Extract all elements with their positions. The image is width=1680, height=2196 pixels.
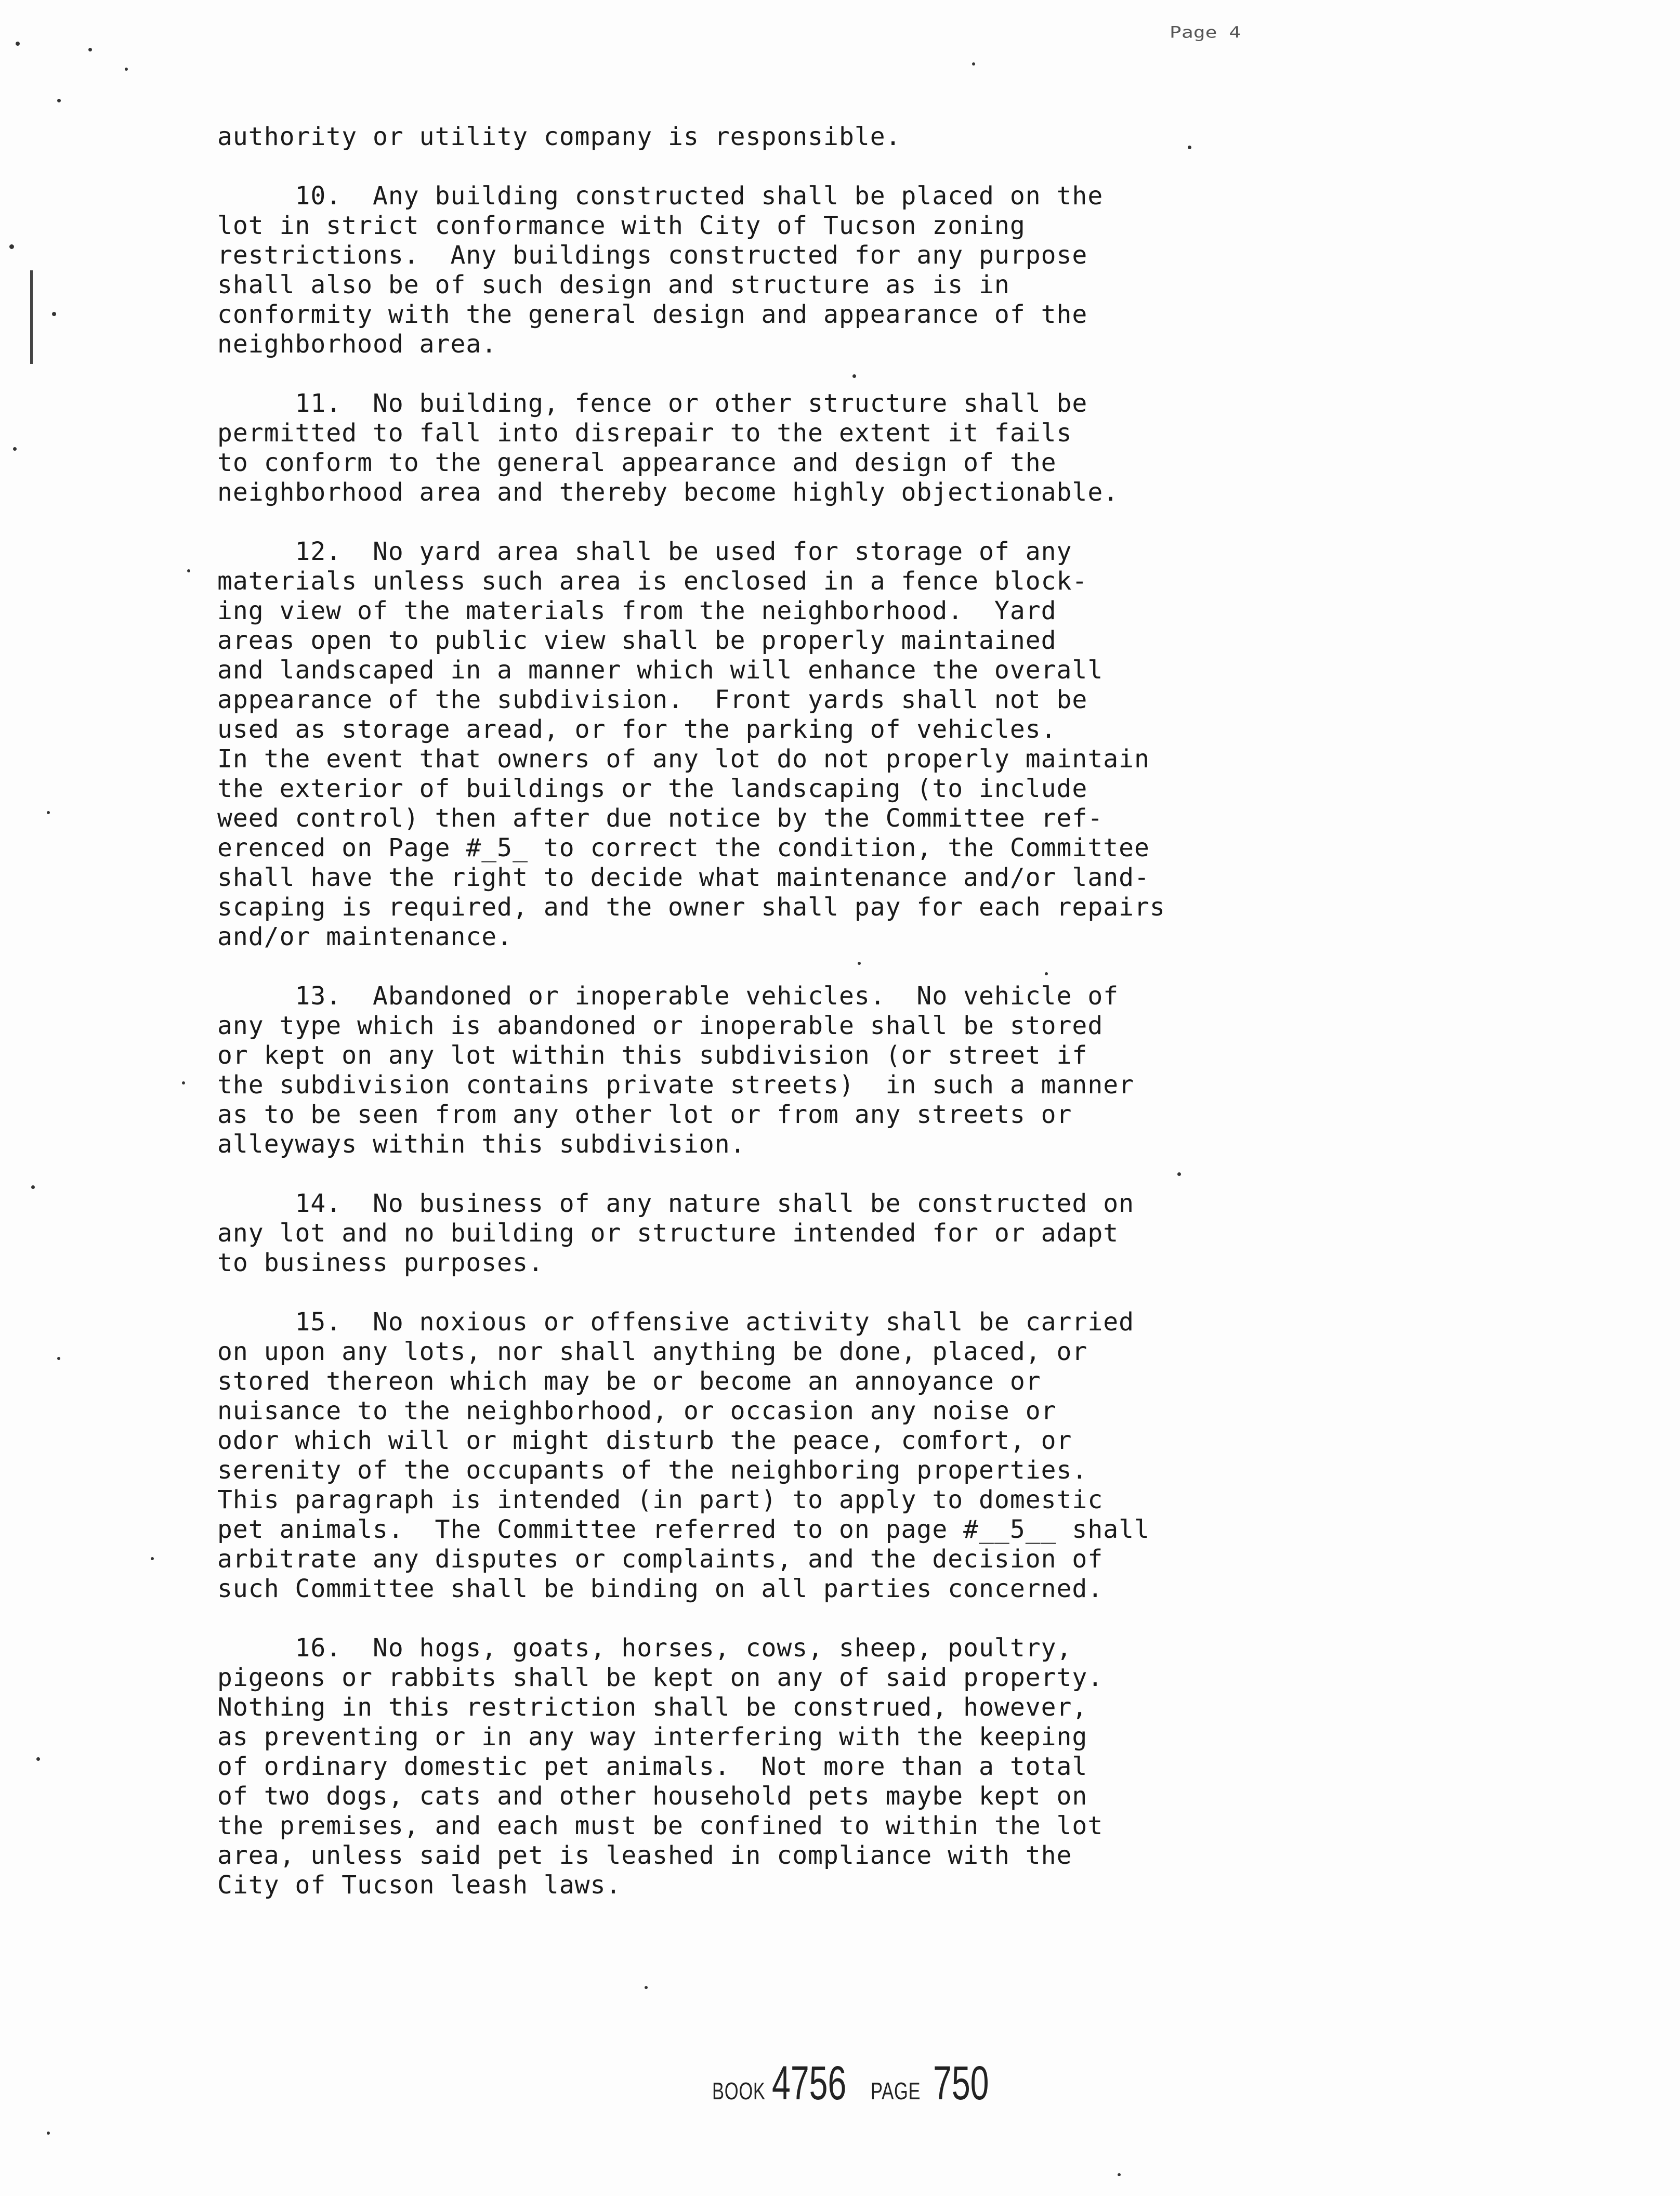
text-line: areas open to public view shall be properly maintained bbox=[217, 626, 1057, 655]
text-line: arbitrate any disputes or complaints, and the decision of bbox=[217, 1545, 1104, 1574]
recording-stamp bbox=[712, 2056, 1016, 2111]
paragraph-continuation bbox=[217, 122, 1272, 152]
text-line: authority or utility company is responsible. bbox=[217, 122, 901, 151]
scan-speck bbox=[31, 1185, 35, 1189]
text-line: as preventing or in any way interfering with the keeping bbox=[217, 1722, 1088, 1751]
text-line: City of Tucson leash laws. bbox=[217, 1871, 622, 1900]
text-line: 10. Any building constructed shall be placed on the bbox=[217, 181, 1104, 211]
scan-speck bbox=[47, 2132, 50, 2135]
text-line: 11. No building, fence or other structure shall be bbox=[217, 389, 1088, 418]
scan-speck bbox=[52, 312, 56, 316]
scan-speck bbox=[972, 62, 975, 66]
text-line: This paragraph is intended (in part) to apply to domestic bbox=[217, 1485, 1104, 1514]
text-line: pet animals. The Committee referred to on page #__5__ shall bbox=[217, 1515, 1150, 1544]
scan-speck bbox=[9, 244, 14, 249]
scan-speck bbox=[36, 1757, 40, 1761]
text-line: shall have the right to decide what maintenance and/or land- bbox=[217, 863, 1150, 892]
text-line: erenced on Page #_5_ to correct the condition, the Committee bbox=[217, 833, 1150, 862]
book-number: 4756 bbox=[772, 2057, 847, 2110]
text-line: scaping is required, and the owner shall pay for each repairs bbox=[217, 893, 1165, 922]
text-line: 12. No yard area shall be used for storage of any bbox=[217, 537, 1072, 566]
text-line: materials unless such area is enclosed in a fence block- bbox=[217, 567, 1088, 596]
text-line: alleyways within this subdivision. bbox=[217, 1130, 746, 1159]
scan-speck bbox=[187, 569, 190, 572]
scan-speck bbox=[88, 48, 92, 51]
text-line: or kept on any lot within this subdivision (or street if bbox=[217, 1041, 1088, 1070]
text-line: stored thereon which may be or become an annoyance or bbox=[217, 1367, 1041, 1396]
page-number: 750 bbox=[933, 2057, 989, 2110]
text-line: In the event that owners of any lot do not properly maintain bbox=[217, 744, 1150, 774]
scan-speck bbox=[1045, 972, 1048, 975]
text-line: any lot and no building or structure intended for or adapt bbox=[217, 1219, 1119, 1248]
scan-speck bbox=[182, 1081, 185, 1084]
text-line: 14. No business of any nature shall be constructed on bbox=[217, 1189, 1135, 1218]
scan-speck bbox=[858, 962, 861, 965]
text-line: any type which is abandoned or inoperable shall be stored bbox=[217, 1011, 1104, 1040]
document-body bbox=[217, 122, 1272, 1900]
scan-speck bbox=[151, 1557, 154, 1560]
scan-speck bbox=[47, 811, 50, 814]
text-line: permitted to fall into disrepair to the extent it fails bbox=[217, 419, 1072, 448]
text-line: on upon any lots, nor shall anything be done, placed, or bbox=[217, 1337, 1088, 1366]
paragraph-11 bbox=[217, 389, 1272, 507]
text-line: neighborhood area and thereby become highly objectionable. bbox=[217, 478, 1119, 507]
paragraph-10 bbox=[217, 181, 1272, 359]
scan-speck bbox=[16, 42, 20, 46]
text-line: odor which will or might disturb the peace, comfort, or bbox=[217, 1426, 1072, 1455]
text-line: shall also be of such design and structure as is in bbox=[217, 270, 1010, 299]
text-line: the premises, and each must be confined to within the lot bbox=[217, 1811, 1104, 1840]
text-line: the exterior of buildings or the landscaping (to include bbox=[217, 774, 1088, 803]
text-line: 13. Abandoned or inoperable vehicles. No vehicle of bbox=[217, 982, 1119, 1011]
scan-speck bbox=[13, 447, 17, 451]
scan-speck bbox=[1177, 1172, 1181, 1176]
book-label: BOOK bbox=[712, 2077, 766, 2104]
text-line: such Committee shall be binding on all parties concerned. bbox=[217, 1574, 1104, 1603]
text-line: used as storage aread, or for the parking of vehicles. bbox=[217, 715, 1057, 744]
text-line: weed control) then after due notice by the Committee ref- bbox=[217, 804, 1104, 833]
text-line: to business purposes. bbox=[217, 1248, 544, 1277]
text-line: as to be seen from any other lot or from any streets or bbox=[217, 1100, 1072, 1129]
scan-mark bbox=[30, 270, 33, 364]
paragraph-13 bbox=[217, 982, 1272, 1159]
scan-speck bbox=[1118, 2173, 1121, 2176]
text-line: of two dogs, cats and other household pets maybe kept on bbox=[217, 1782, 1088, 1811]
scan-speck bbox=[1188, 146, 1191, 149]
paragraph-12 bbox=[217, 537, 1272, 952]
text-line: area, unless said pet is leashed in compliance with the bbox=[217, 1841, 1072, 1870]
text-line: 16. No hogs, goats, horses, cows, sheep, poultry, bbox=[217, 1633, 1072, 1663]
text-line: ing view of the materials from the neighborhood. Yard bbox=[217, 596, 1057, 625]
scan-speck bbox=[57, 1357, 60, 1360]
text-line: conformity with the general design and appearance of the bbox=[217, 300, 1088, 329]
paragraph-15 bbox=[217, 1308, 1272, 1604]
paragraph-14 bbox=[217, 1189, 1272, 1278]
scan-speck bbox=[57, 99, 61, 102]
text-line: serenity of the occupants of the neighboring properties. bbox=[217, 1456, 1088, 1485]
text-line: Nothing in this restriction shall be construed, however, bbox=[217, 1693, 1088, 1722]
text-line: the subdivision contains private streets) in such a manner bbox=[217, 1070, 1135, 1100]
page-label: PAGE bbox=[871, 2077, 921, 2104]
text-line: restrictions. Any buildings constructed for any purpose bbox=[217, 241, 1088, 270]
page-number-header: Page 4 bbox=[1170, 23, 1241, 42]
scan-speck bbox=[852, 374, 856, 378]
text-line: of ordinary domestic pet animals. Not more than a total bbox=[217, 1752, 1088, 1781]
text-line: and landscaped in a manner which will enhance the overall bbox=[217, 656, 1104, 685]
text-line: nuisance to the neighborhood, or occasion any noise or bbox=[217, 1396, 1057, 1426]
paragraph-16 bbox=[217, 1633, 1272, 1900]
text-line: and/or maintenance. bbox=[217, 922, 513, 951]
text-line: neighborhood area. bbox=[217, 330, 497, 359]
text-line: pigeons or rabbits shall be kept on any of said property. bbox=[217, 1663, 1104, 1692]
scan-speck bbox=[645, 1986, 648, 1989]
text-line: appearance of the subdivision. Front yards shall not be bbox=[217, 685, 1088, 714]
scan-speck bbox=[125, 68, 128, 71]
text-line: lot in strict conformance with City of Tucson zoning bbox=[217, 211, 1026, 240]
text-line: 15. No noxious or offensive activity shall be carried bbox=[217, 1308, 1135, 1337]
text-line: to conform to the general appearance and design of the bbox=[217, 448, 1057, 477]
